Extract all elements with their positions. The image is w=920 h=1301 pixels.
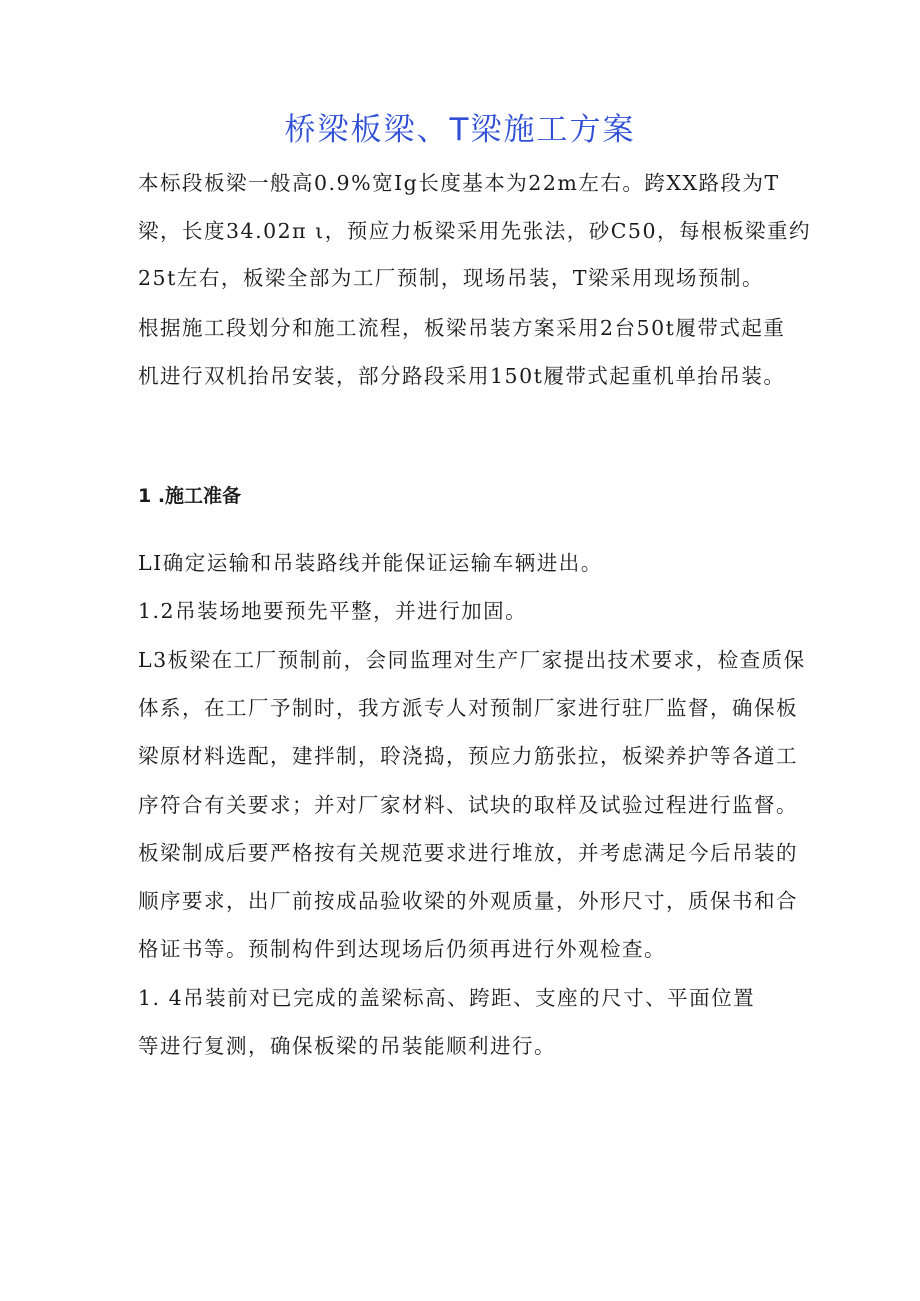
body-line-5: 梁原材料选配，建拌制，聆浇捣，预应力筋张拉，板梁养护等各道工 <box>138 744 798 768</box>
intro-line-1: 本标段板梁一般高0.9%宽Ig长度基本为22m左右。跨XX路段为T <box>138 171 780 195</box>
intro-line-2: 梁，长度34.02π ι，预应力板梁采用先张法，砂C50，每根板梁重约 <box>138 219 811 243</box>
body-line-7: 板梁制成后要严格按有关规范要求进行堆放，并考虑满足今后吊装的 <box>138 841 798 865</box>
intro-line-5: 机进行双机抬吊安装，部分路段采用150t履带式起重机单抬吊装。 <box>138 364 786 388</box>
body-line-11: 等进行复测，确保板梁的吊装能顺利进行。 <box>138 1034 556 1058</box>
body-line-2: 1.2吊装场地要预先平整，并进行加固。 <box>138 599 528 623</box>
body-line-6: 序符合有关要求；并对厂家材料、试块的取样及试验过程进行监督。 <box>138 793 798 817</box>
intro-line-3: 25t左右，板梁全部为工厂预制，现场吊装，T梁采用现场预制。 <box>138 266 764 290</box>
section-heading: 1 .施工准备 <box>138 485 242 507</box>
body-line-9: 格证书等。预制构件到达现场后仍须再进行外观检查。 <box>138 937 666 961</box>
body-line-3: L3板梁在工厂预制前，会同监理对生产厂家提出技术要求，检查质保 <box>138 648 806 672</box>
document-title: 桥梁板梁、T梁施工方案 <box>284 112 636 148</box>
body-line-10: 1. 4吊装前对已完成的盖梁标高、跨距、支座的尺寸、平面位置 <box>138 986 756 1010</box>
body-line-8: 顺序要求，出厂前按成品验收梁的外观质量，外形尺寸，质保书和合 <box>138 889 798 913</box>
body-line-4: 体系，在工厂予制时，我方派专人对预制厂家进行驻厂监督，确保板 <box>138 696 798 720</box>
intro-line-4: 根据施工段划分和施工流程，板梁吊装方案采用2台50t履带式起重 <box>138 316 786 340</box>
body-line-1: LI确定运输和吊装路线并能保证运输车辆进出。 <box>138 551 603 575</box>
